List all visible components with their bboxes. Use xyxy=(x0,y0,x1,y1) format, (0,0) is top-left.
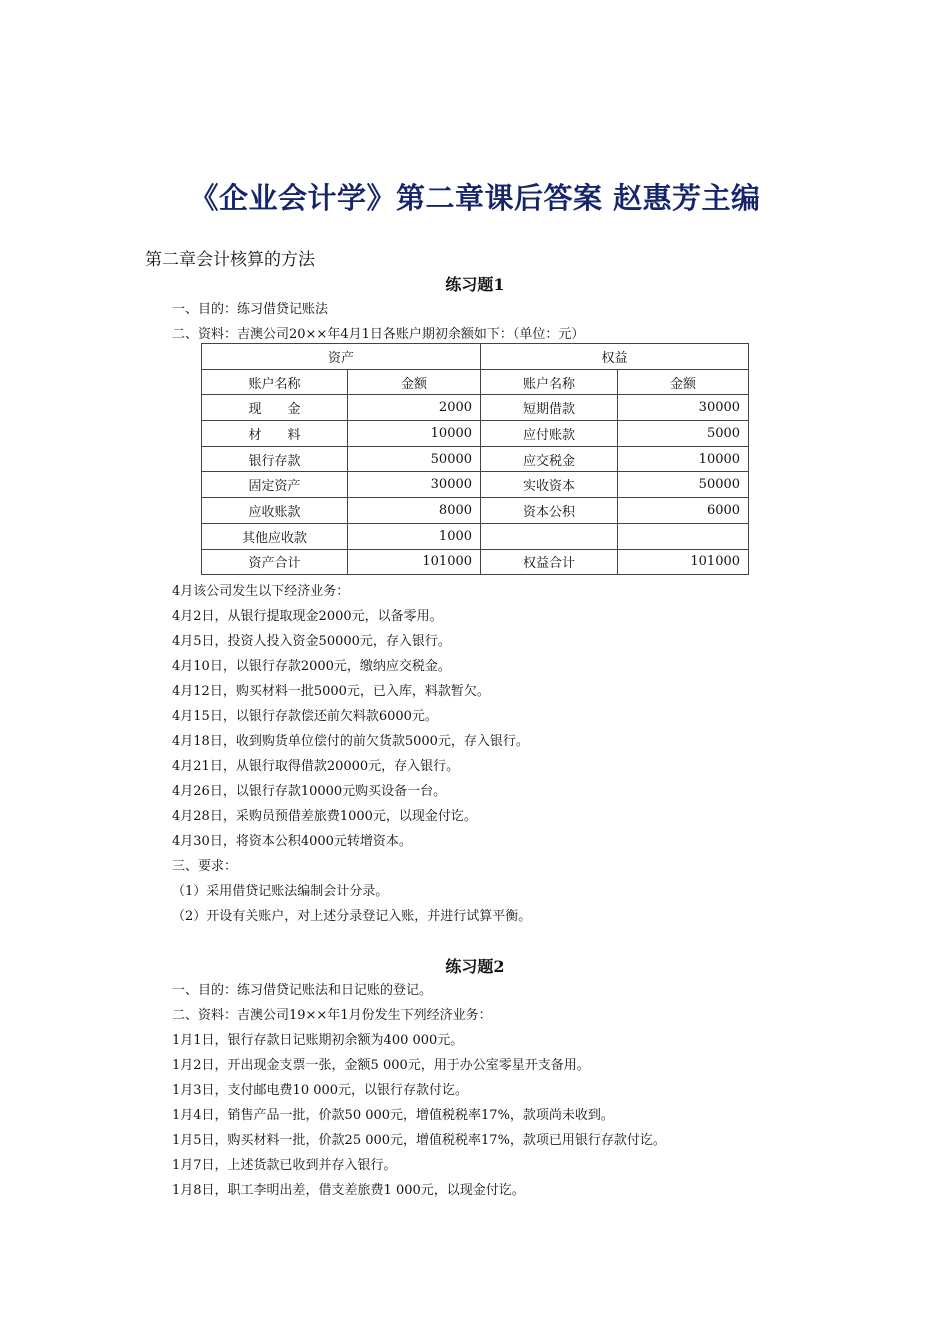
table-row xyxy=(202,498,749,524)
equity-amount: 6000 xyxy=(618,498,749,524)
list-item: 4月12日，购买材料一批5000元，已入库，料款暂欠。 xyxy=(172,684,490,699)
list-item: 4月18日，收到购货单位偿付的前欠货款5000元，存入银行。 xyxy=(172,734,529,749)
table-row xyxy=(202,523,749,549)
list-item: 4月26日，以银行存款10000元购买设备一台。 xyxy=(172,784,447,799)
asset-amount: 50000 xyxy=(348,446,481,472)
equity-account xyxy=(481,523,618,549)
asset-account: 固定资产 xyxy=(202,472,348,498)
table-row xyxy=(202,446,749,472)
ex1-material: 二、资料：吉澳公司20××年4月1日各账户期初余额如下：（单位：元） xyxy=(172,327,585,342)
table-subheader-row xyxy=(202,369,749,395)
equity-amount: 5000 xyxy=(618,421,749,447)
document-title: 《企业会计学》第二章课后答案 赵惠芳主编 xyxy=(189,181,761,215)
ex2-purpose: 一、目的：练习借贷记账法和日记账的登记。 xyxy=(172,983,433,998)
list-item: 4月21日，从银行取得借款20000元，存入银行。 xyxy=(172,759,460,774)
equity-amount: 50000 xyxy=(618,472,749,498)
list-item: 4月30日，将资本公积4000元转增资本。 xyxy=(172,834,412,849)
equity-account: 短期借款 xyxy=(481,395,618,421)
list-item: 1月1日，银行存款日记账期初余额为400 000元。 xyxy=(172,1033,464,1048)
equity-amount: 30000 xyxy=(618,395,749,421)
list-item: 4月5日，投资人投入资金50000元，存入银行。 xyxy=(172,634,451,649)
list-item: 1月4日，销售产品一批，价款50 000元，增值税税率17%，款项尚未收到。 xyxy=(172,1108,614,1123)
asset-account: 其他应收款 xyxy=(202,523,348,549)
table-total-row xyxy=(202,549,749,575)
exercise-2-title: 练习题2 xyxy=(445,957,505,976)
list-item: 1月5日，购买材料一批，价款25 000元，增值税税率17%，款项已用银行存款付讫。 xyxy=(172,1133,666,1148)
ex1-requirements-title: 三、要求： xyxy=(172,859,238,874)
list-item: 1月7日，上述货款已收到并存入银行。 xyxy=(172,1158,397,1173)
list-item: 1月8日，职工李明出差，借支差旅费1 000元，以现金付讫。 xyxy=(172,1183,525,1198)
asset-amount: 2000 xyxy=(348,395,481,421)
list-item: 4月2日，从银行提取现金2000元，以备零用。 xyxy=(172,609,443,624)
asset-total-label: 资产合计 xyxy=(202,549,348,575)
equity-total-amount: 101000 xyxy=(618,549,749,575)
asset-amount: 10000 xyxy=(348,421,481,447)
chapter-heading: 第二章会计核算的方法 xyxy=(145,250,315,270)
list-item: 4月10日，以银行存款2000元，缴纳应交税金。 xyxy=(172,659,451,674)
ex1-requirement-2: （2）开设有关账户，对上述分录登记入账，并进行试算平衡。 xyxy=(172,909,532,924)
table-row xyxy=(202,421,749,447)
col-account-name: 账户名称 xyxy=(481,369,618,395)
ex1-purpose: 一、目的：练习借贷记账法 xyxy=(172,302,329,317)
equity-account: 资本公积 xyxy=(481,498,618,524)
list-item: 1月2日，开出现金支票一张，金额5 000元，用于办公室零星开支备用。 xyxy=(172,1058,590,1073)
ex2-material: 二、资料：吉澳公司19××年1月份发生下列经济业务： xyxy=(172,1008,492,1023)
ex1-requirement-1: （1）采用借贷记账法编制会计分录。 xyxy=(172,884,389,899)
asset-total-amount: 101000 xyxy=(348,549,481,575)
table-header-row xyxy=(202,344,749,370)
equity-account: 实收资本 xyxy=(481,472,618,498)
ex1-intro: 4月该公司发生以下经济业务： xyxy=(172,584,350,599)
list-item: 4月28日，采购员预借差旅费1000元，以现金付讫。 xyxy=(172,809,477,824)
equity-account: 应交税金 xyxy=(481,446,618,472)
asset-amount: 1000 xyxy=(348,523,481,549)
asset-account: 现 金 xyxy=(202,395,348,421)
assets-header: 资产 xyxy=(202,344,481,370)
asset-amount: 8000 xyxy=(348,498,481,524)
list-item: 1月3日，支付邮电费10 000元，以银行存款付讫。 xyxy=(172,1083,469,1098)
equity-account: 应付账款 xyxy=(481,421,618,447)
list-item: 4月15日，以银行存款偿还前欠料款6000元。 xyxy=(172,709,438,724)
opening-balance-table xyxy=(201,343,749,575)
equity-amount xyxy=(618,523,749,549)
asset-account: 材 料 xyxy=(202,421,348,447)
asset-account: 银行存款 xyxy=(202,446,348,472)
asset-amount: 30000 xyxy=(348,472,481,498)
equity-amount: 10000 xyxy=(618,446,749,472)
asset-account: 应收账款 xyxy=(202,498,348,524)
table-row xyxy=(202,395,749,421)
col-account-name: 账户名称 xyxy=(202,369,348,395)
col-amount: 金额 xyxy=(618,369,749,395)
equity-header: 权益 xyxy=(481,344,749,370)
col-amount: 金额 xyxy=(348,369,481,395)
equity-total-label: 权益合计 xyxy=(481,549,618,575)
exercise-1-title: 练习题1 xyxy=(445,275,505,294)
table-row xyxy=(202,472,749,498)
